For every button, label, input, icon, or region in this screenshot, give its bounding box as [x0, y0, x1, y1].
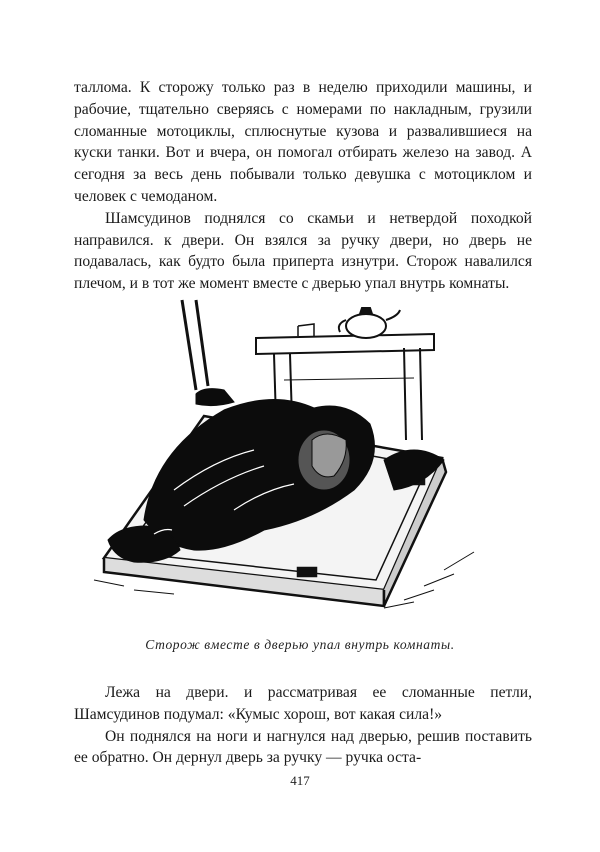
- top-text-block: [74, 77, 532, 295]
- teapot-icon: [339, 308, 400, 338]
- illustration-watchman-falling-door: [84, 290, 524, 625]
- paragraph-4: Он поднялся на ноги и нагнулся над дверью, решив поставить ее обратно. Он дернул дверь за ручку — ручка оста-: [74, 727, 532, 767]
- chair-icon: [182, 300, 208, 390]
- illustration-caption: Сторож вместе в дверью упал внутрь комнаты.: [145, 637, 455, 652]
- paragraph-1: таллома. К сторожу только раз в неделю приходили машины, и рабочие, тщательно сверяясь с номерами по накладным, грузили сломанные мотоциклы, сплюснутые кузова и развалившиеся на куски танки. Вот и вчера, он помогал отбирать железо на завод. А сегодня за весь день побывали только девушка с мотоциклом и человек с чемоданом.: [74, 79, 532, 205]
- paragraph-3: Лежа на двери. и рассматривая ее сломанные петли, Шамсудинов подумал: «Кумыс хорош, вот какая сила!»: [74, 684, 532, 723]
- page-number: 417: [290, 773, 310, 788]
- bottom-text-block: [74, 682, 532, 769]
- paragraph-2: Шамсудинов поднялся со скамьи и нетвердой походкой направился. к двери. Он взялся за ручку двери, но дверь не подавалась, как будто была приперта изнутри. Сторож навалился плечом, и в тот же момент вместе с дверью упал внутрь комнаты.: [74, 209, 532, 293]
